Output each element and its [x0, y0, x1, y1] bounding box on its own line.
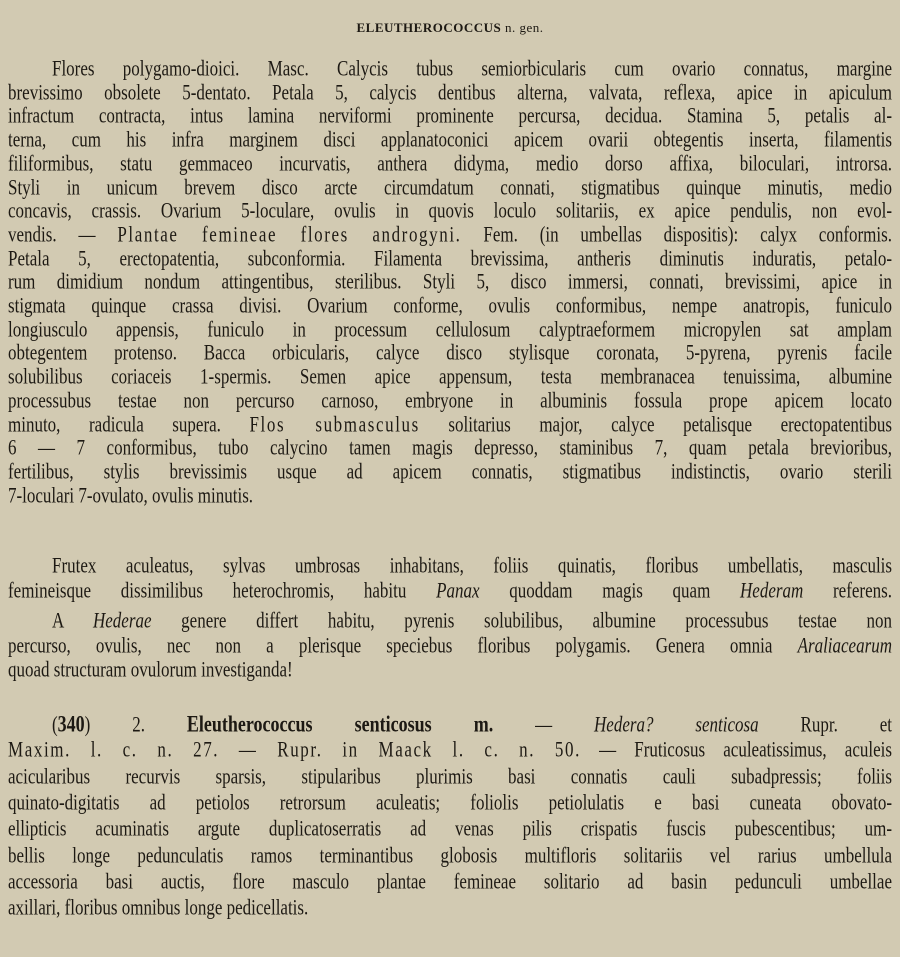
text-segment: — [493, 712, 595, 737]
text-segment: Plantae femineae flores androgyni. [117, 222, 462, 247]
italic-text: Panax [436, 577, 480, 603]
text-segment: femineisque dissimilibus heterochromis, habitu [8, 577, 437, 603]
text-segment: ellipticis acuminatis argute duplicatoserratis ad venas pilis crispatis fuscis pubescentibus; um- [8, 816, 892, 841]
text-segment: filiformibus, statu gemmaceo incurvatis, anthera didyma, medio dorso affixa, biloculari, introrsa. [8, 150, 892, 176]
text-line [8, 894, 892, 922]
text-segment: Frutex aculeatus, sylvas umbrosas inhabitans, foliis quinatis, floribus umbellatis, masculis [52, 553, 892, 578]
text-segment: 7-loculari 7-ovulato, ovulis minutis. [8, 482, 254, 508]
text-line [8, 789, 892, 817]
text-segment: A [52, 608, 93, 633]
text-line [52, 552, 892, 580]
text-segment: stigmata quinque crassa divisi. Ovarium conforme, ovulis conformibus, nempe anatropis, funiculo [8, 293, 892, 318]
text-segment: Maxim. l. c. n. 27. — Rupr. in Maack l. c. n. 50. [8, 737, 581, 762]
text-segment: quinato-digitatis ad petiolos retrorsum aculeatis; foliolis petiolulatis e basi cuneata obovato- [8, 790, 892, 815]
text-segment: ) 2. [84, 712, 187, 737]
text-segment: infractum contracta, intus lamina nerviformi prominente percursa, decidua. Stamina 5, petalis al- [8, 103, 892, 128]
text-line [52, 607, 892, 635]
text-segment: referens. [803, 577, 892, 603]
text-segment: brevissimo obsolete 5-dentato. Petala 5, calycis dentibus alterna, valvata, reflexa, apice in apiculum [8, 79, 892, 105]
text-segment: Styli in unicum brevem disco arcte circumdatum connati, stigmatibus quinque minutis, medio [8, 174, 892, 200]
text-segment: Flos submasculus [249, 411, 420, 437]
bold-text: 340 [57, 711, 85, 737]
italic-text: Hederae [92, 608, 152, 633]
running-header [0, 20, 900, 36]
genus-title: ELEUTHEROCOCCUS [356, 20, 502, 35]
text-segment: terna, cum his infra marginem disci applanatoconici apicem ovarii obtegentis inserta, filamentis [8, 127, 892, 152]
text-segment: percurso, ovulis, nec non a plerisque speciebus floribus polygamis. Genera omnia [8, 632, 798, 658]
text-segment: processubus testae non percurso carnoso, embryone in albuminis fossula prope apicem locato [8, 387, 892, 413]
text-segment: acicularibus recurvis sparsis, stipularibus plurimis basi connatis cauli subadpressis; foliis [8, 763, 892, 789]
text-segment: quoad structuram ovulorum investiganda! [8, 657, 293, 682]
genus-note: n. gen. [504, 20, 544, 35]
text-line [8, 656, 892, 684]
text-segment: longiusculo appensis, funiculo in processum cellulosum calyptraeformem micropylen sat amplam [8, 316, 892, 342]
text-segment: Petala 5, erectopatentia, subconformia. Filamenta brevissima, antheris diminutis induratis, petalo- [8, 245, 892, 271]
text-segment: solubilibus coriaceis 1-spermis. Semen apice appensum, testa membranacea tenuissima, albumine [8, 364, 892, 389]
text-segment: axillari, floribus omnibus longe pedicellatis. [8, 895, 309, 920]
text-segment: 6 — 7 conformibus, tubo calycino tamen magis depresso, staminibus 7, quam petala brevioribus, [8, 435, 892, 460]
text-line [8, 736, 892, 764]
text-segment: vendis. — [8, 222, 118, 247]
text-line [8, 482, 892, 510]
text-line [52, 710, 892, 738]
text-segment: genere differt habitu, pyrenis solubilibus, albumine processubus testae non [151, 608, 892, 633]
text-segment: quoddam magis quam [479, 577, 741, 603]
text-line [8, 868, 892, 896]
text-line [8, 841, 892, 869]
text-segment: accessoria basi auctis, flore masculo plantae femineae solitario ad basin pedunculi umbellae [8, 868, 892, 894]
text-segment: fertilibus, stylis brevissimis usque ad apicem connatis, stigmatibus indistinctis, ovario sterili [8, 459, 892, 484]
text-segment: Flores polygamo-dioici. Masc. Calycis tubus semiorbicularis cum ovario connatus, margine [52, 56, 892, 81]
text-segment: — Fruticosus aculeatissimus, aculeis [580, 737, 892, 762]
text-segment: rum dimidium nondum attingentibus, sterilibus. Styli 5, disco immersi, connati, brevissimi, apice in [8, 269, 892, 294]
text-segment: Fem. (in umbellas dispositis): calyx conformis. [461, 222, 892, 247]
italic-text: Hedera? senticosa [594, 712, 759, 737]
italic-text: Araliacearum [797, 632, 892, 658]
italic-text: Hederam [740, 577, 804, 603]
text-line [8, 576, 892, 604]
text-line [8, 763, 892, 791]
text-segment: Rupr. et [758, 712, 892, 737]
text-segment: concavis, crassis. Ovarium 5-loculare, ovulis in quovis loculo solitariis, ex apice pendulis, non evol- [8, 198, 892, 223]
text-segment: solitarius major, calyce petalisque erectopatentibus [419, 411, 892, 437]
bold-text: Eleutherococcus senticosus m. [186, 711, 494, 737]
text-segment: obtegentem protenso. Bacca orbicularis, calyce disco stylisque coronata, 5-pyrena, pyrenis facile [8, 340, 892, 365]
text-segment: minuto, radicula supera. [8, 411, 250, 437]
text-segment: bellis longe pedunculatis ramos terminantibus globosis multifloris solitariis vel rarius umbellula [8, 842, 892, 868]
text-segment: ( [52, 712, 58, 737]
text-line [8, 815, 892, 843]
